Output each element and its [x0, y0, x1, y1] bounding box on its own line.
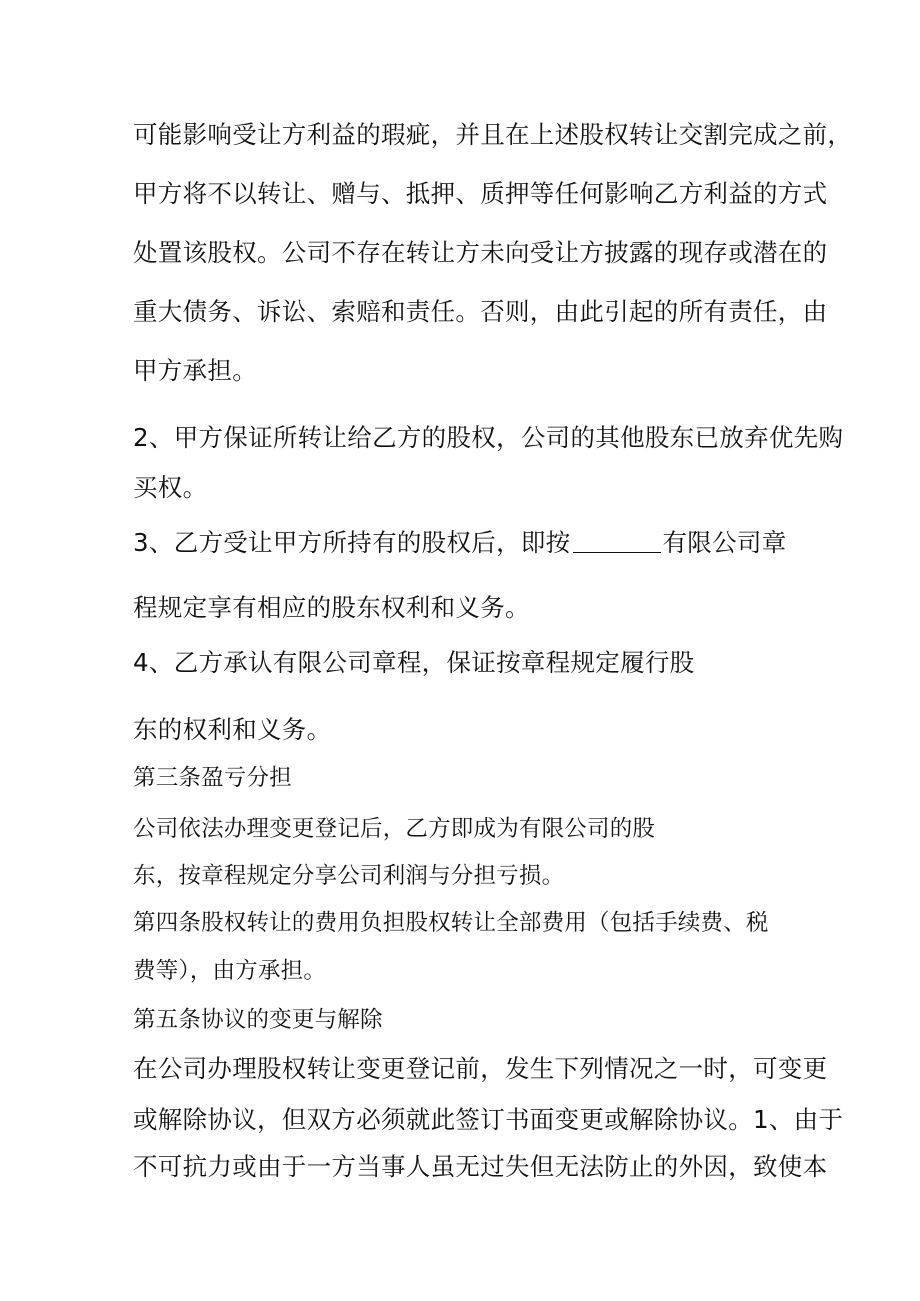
art5-line-3: 不可抗力或由于一方当事人虽无过失但无法防止的外因，致使本 [133, 1152, 828, 1181]
p1-line-2: 甲方将不以转让、赠与、抵押、质押等任何影响乙方利益的方式 [133, 179, 828, 208]
art5-line-2: 或解除协议，但双方必须就此签订书面变更或解除协议。1、由于 [133, 1105, 844, 1134]
p1-line-5: 甲方承担。 [133, 356, 257, 385]
p1-line-4: 重大债务、诉讼、索赔和责任。否则，由此引起的所有责任，由 [133, 297, 828, 326]
art5-heading: 第五条协议的变更与解除 [133, 1007, 383, 1033]
art4-line-2: 费等），由方承担。 [133, 958, 327, 984]
p1-line-3: 处置该股权。公司不存在转让方未向受让方披露的现存或潜在的 [133, 238, 828, 267]
art3-line-2: 东，按章程规定分享公司利润与分担亏损。 [133, 863, 565, 889]
p3-line-1-before: 3、乙方受让甲方所持有的股权后，即按 [133, 528, 571, 557]
art5-line-1: 在公司办理股权转让变更登记前，发生下列情况之一时，可变更 [133, 1054, 828, 1083]
p3-line-1-after: 有限公司章 [662, 528, 787, 557]
art3-heading: 第三条盈亏分担 [133, 765, 292, 791]
p4-line-2: 东的权利和义务。 [133, 715, 332, 744]
p1-line-1: 可能影响受让方利益的瑕疵，并且在上述股权转让交割完成之前， [133, 120, 853, 149]
art4-line-1: 第四条股权转让的费用负担股权转让全部费用（包括手续费、税 [133, 910, 769, 936]
art3-line-1: 公司依法办理变更登记后，乙方即成为有限公司的股 [133, 816, 656, 842]
p2-line-2: 买权。 [133, 473, 208, 502]
p2-line-1: 2、甲方保证所转让给乙方的股权，公司的其他股东已放弃优先购 [133, 423, 844, 452]
fill-in-blank [573, 530, 661, 553]
p3-line-2: 程规定享有相应的股东权利和义务。 [133, 593, 530, 622]
p3-line-1 [133, 530, 787, 556]
p4-line-1: 4、乙方承认有限公司章程，保证按章程规定履行股 [133, 648, 695, 677]
